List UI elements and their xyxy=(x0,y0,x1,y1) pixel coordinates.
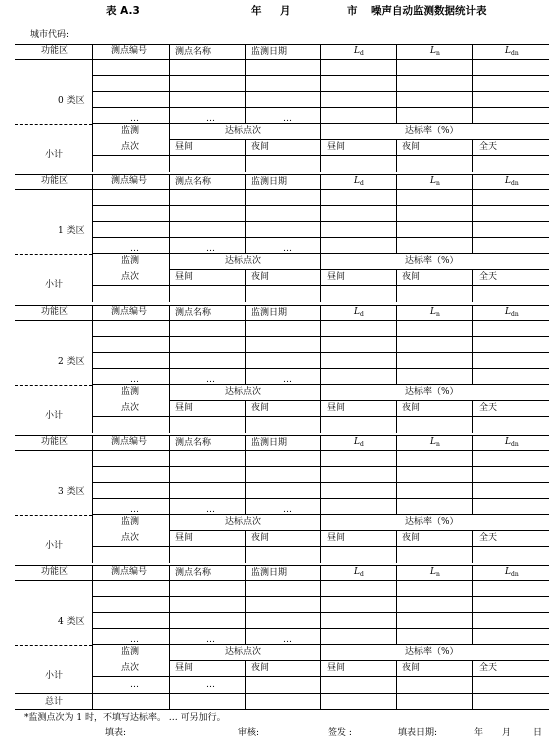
zone-label: 0 类区 xyxy=(58,96,85,106)
column-line xyxy=(169,645,170,693)
ellipsis: … xyxy=(283,505,292,515)
rule-line xyxy=(92,368,549,369)
header-ln xyxy=(430,438,440,448)
zone-label: 2 类区 xyxy=(58,357,85,367)
header-ldn-subscript: dn xyxy=(510,571,519,578)
column-line xyxy=(169,305,170,385)
column-line xyxy=(472,693,473,709)
subtotal-reach-count: 达标点次 xyxy=(225,647,262,657)
header-ln-subscript: n xyxy=(435,571,440,578)
header-ln xyxy=(430,568,440,578)
header-site-no: 测点编号 xyxy=(111,437,148,447)
column-line xyxy=(169,515,170,563)
ellipsis: … xyxy=(130,114,139,124)
header-ld xyxy=(354,568,364,578)
header-date: 监测日期 xyxy=(251,47,288,57)
subtotal-monitor: 监测 xyxy=(121,517,140,527)
column-line xyxy=(320,305,321,385)
subtotal-monitor: 监测 xyxy=(121,126,140,136)
ellipsis: … xyxy=(206,244,215,254)
footer-day: 日 xyxy=(533,728,543,738)
city-code-label: 城市代码: xyxy=(30,30,70,40)
column-line xyxy=(245,693,246,709)
rule-line xyxy=(92,75,549,76)
subtotal-reach-rate: 达标率（%） xyxy=(405,126,459,136)
rule-line xyxy=(92,107,549,108)
rule-line xyxy=(92,237,549,238)
column-line xyxy=(472,435,473,515)
header-date: 监测日期 xyxy=(251,308,288,318)
subtotal-rate-day: 昼间 xyxy=(327,403,346,413)
column-line xyxy=(92,305,93,385)
subtotal-day: 昼间 xyxy=(175,403,194,413)
subtotal-monitor: 监测 xyxy=(121,387,140,397)
subtotal-reach-rate: 达标率（%） xyxy=(405,256,459,266)
column-line xyxy=(472,44,473,124)
ellipsis: … xyxy=(130,244,139,254)
header-ln-base: L xyxy=(430,46,436,56)
rule-line xyxy=(15,645,92,646)
column-line xyxy=(320,645,321,693)
rule-line xyxy=(15,565,549,566)
rule-line xyxy=(92,498,549,499)
rule-line xyxy=(15,305,549,306)
header-date: 监测日期 xyxy=(251,568,288,578)
ellipsis: … xyxy=(283,635,292,645)
rule-line xyxy=(15,435,549,436)
header-ld-base: L xyxy=(354,307,360,317)
rule-line xyxy=(92,352,549,353)
header-ld xyxy=(354,177,364,187)
subtotal-day: 昼间 xyxy=(175,142,194,152)
rule-line xyxy=(15,693,549,694)
header-ldn-subscript: dn xyxy=(510,441,519,448)
header-ldn-base: L xyxy=(505,437,511,447)
header-ld-subscript: d xyxy=(359,311,364,318)
subtotal-rate-day: 昼间 xyxy=(327,142,346,152)
subtotal-rate-allday: 全天 xyxy=(479,142,498,152)
total-label: 总计 xyxy=(45,697,64,707)
header-ln-base: L xyxy=(430,307,436,317)
column-line xyxy=(169,124,170,172)
column-line xyxy=(472,305,473,385)
rule-line xyxy=(15,320,549,321)
column-line xyxy=(396,174,397,254)
header-ld xyxy=(354,47,364,57)
rule-line xyxy=(92,285,549,286)
rule-line xyxy=(15,515,92,516)
subtotal-night: 夜间 xyxy=(251,272,270,282)
rule-line xyxy=(169,530,549,531)
subtotal-label: 小计 xyxy=(45,671,64,681)
footer-year: 年 xyxy=(474,728,484,738)
column-line xyxy=(92,385,93,433)
rule-line xyxy=(15,44,549,45)
subtotal-points: 点次 xyxy=(121,272,140,282)
subtotal-rate-night: 夜间 xyxy=(402,403,421,413)
header-ld-subscript: d xyxy=(359,441,364,448)
header-ln xyxy=(430,47,440,57)
column-line xyxy=(320,515,321,563)
header-site-name: 测点名称 xyxy=(175,177,212,187)
rule-line xyxy=(15,254,92,255)
ellipsis: … xyxy=(130,635,139,645)
rule-line xyxy=(15,174,549,175)
subtotal-day: 昼间 xyxy=(175,272,194,282)
subtotal-reach-count: 达标点次 xyxy=(225,256,262,266)
rule-line xyxy=(169,660,549,661)
header-zone: 功能区 xyxy=(41,176,69,186)
rule-line xyxy=(92,466,549,467)
column-line xyxy=(92,174,93,254)
subtotal-monitor: 监测 xyxy=(121,647,140,657)
rule-line xyxy=(92,416,549,417)
header-ld xyxy=(354,308,364,318)
header-zone: 功能区 xyxy=(41,46,69,56)
subtotal-label: 小计 xyxy=(45,150,64,160)
header-ld-subscript: d xyxy=(359,180,364,187)
subtotal-rate-night: 夜间 xyxy=(402,533,421,543)
column-line xyxy=(320,693,321,709)
column-line xyxy=(92,44,93,124)
rule-line xyxy=(92,221,549,222)
header-ln-subscript: n xyxy=(435,180,440,187)
column-line xyxy=(320,174,321,254)
rule-line xyxy=(15,385,92,386)
header-ln xyxy=(430,308,440,318)
column-line xyxy=(169,254,170,302)
header-ld-base: L xyxy=(354,176,360,186)
header-zone: 功能区 xyxy=(41,437,69,447)
header-ldn-base: L xyxy=(505,176,511,186)
table-number: 表 A.3 xyxy=(106,5,140,17)
header-site-name: 测点名称 xyxy=(175,568,212,578)
subtotal-reach-rate: 达标率（%） xyxy=(405,517,459,527)
column-line xyxy=(92,435,93,515)
column-line xyxy=(245,44,246,124)
subtotal-label: 小计 xyxy=(45,541,64,551)
ellipsis: … xyxy=(130,375,139,385)
subtotal-rate-night: 夜间 xyxy=(402,272,421,282)
header-site-no: 测点编号 xyxy=(111,567,148,577)
rule-line xyxy=(169,400,549,401)
subtotal-night: 夜间 xyxy=(251,403,270,413)
column-line xyxy=(169,565,170,645)
subtotal-points: 点次 xyxy=(121,663,140,673)
subtotal-rate-day: 昼间 xyxy=(327,272,346,282)
rule-line xyxy=(92,482,549,483)
subtotal-label: 小计 xyxy=(45,411,64,421)
header-site-name: 测点名称 xyxy=(175,47,212,57)
ellipsis: … xyxy=(206,375,215,385)
rule-line xyxy=(15,450,549,451)
subtotal-rate-allday: 全天 xyxy=(479,272,498,282)
column-line xyxy=(169,435,170,515)
header-ln-subscript: n xyxy=(435,50,440,57)
subtotal-reach-count: 达标点次 xyxy=(225,517,262,527)
rule-line xyxy=(92,205,549,206)
header-date: 监测日期 xyxy=(251,438,288,448)
header-zone: 功能区 xyxy=(41,307,69,317)
header-ld xyxy=(354,438,364,448)
column-line xyxy=(245,305,246,385)
subtotal-points: 点次 xyxy=(121,533,140,543)
column-line xyxy=(320,385,321,433)
ellipsis: … xyxy=(130,505,139,515)
column-line xyxy=(92,693,93,709)
rule-line xyxy=(92,155,549,156)
rule-line xyxy=(15,709,549,710)
header-ldn xyxy=(505,308,519,318)
column-line xyxy=(92,515,93,563)
column-line xyxy=(320,565,321,645)
column-line xyxy=(396,305,397,385)
column-line xyxy=(169,174,170,254)
subtotal-night: 夜间 xyxy=(251,533,270,543)
header-ld-subscript: d xyxy=(359,50,364,57)
column-line xyxy=(245,565,246,645)
subtotal-points: 点次 xyxy=(121,403,140,413)
rule-line xyxy=(92,612,549,613)
rule-line xyxy=(92,596,549,597)
header-ldn-subscript: dn xyxy=(510,50,519,57)
subtotal-rate-night: 夜间 xyxy=(402,663,421,673)
header-ldn xyxy=(505,568,519,578)
column-line xyxy=(92,254,93,302)
footer-reviewer: 审核: xyxy=(238,728,260,738)
subtotal-monitor: 监测 xyxy=(121,256,140,266)
header-ld-base: L xyxy=(354,437,360,447)
header-ldn-base: L xyxy=(505,567,511,577)
header-site-no: 测点编号 xyxy=(111,46,148,56)
rule-line xyxy=(15,124,92,125)
rule-line xyxy=(15,189,549,190)
column-line xyxy=(92,565,93,645)
ellipsis: … xyxy=(283,114,292,124)
header-site-no: 测点编号 xyxy=(111,176,148,186)
subtotal-reach-rate: 达标率（%） xyxy=(405,647,459,657)
title-year: 年 xyxy=(251,5,262,17)
subtotal-day: 昼间 xyxy=(175,533,194,543)
column-line xyxy=(472,174,473,254)
subtotal-label: 小计 xyxy=(45,280,64,290)
column-line xyxy=(320,124,321,172)
ellipsis: … xyxy=(283,375,292,385)
column-line xyxy=(396,565,397,645)
header-ln-base: L xyxy=(430,567,436,577)
title-month: 月 xyxy=(280,5,291,17)
header-ln xyxy=(430,177,440,187)
column-line xyxy=(245,174,246,254)
rule-line xyxy=(92,91,549,92)
subtotal-reach-count: 达标点次 xyxy=(225,387,262,397)
ellipsis: … xyxy=(206,114,215,124)
header-ln-subscript: n xyxy=(435,441,440,448)
header-ldn xyxy=(505,438,519,448)
subtotal-points: 点次 xyxy=(121,142,140,152)
footer-month: 月 xyxy=(502,728,512,738)
rule-line xyxy=(15,580,549,581)
rule-line xyxy=(92,628,549,629)
footnote: *监测点次为 1 时，不填写达标率。 … 可另加行。 xyxy=(24,713,226,723)
subtotal-rate-day: 昼间 xyxy=(327,663,346,673)
subtotal-rate-allday: 全天 xyxy=(479,533,498,543)
header-ldn xyxy=(505,177,519,187)
header-ld-base: L xyxy=(354,46,360,56)
rule-line xyxy=(92,336,549,337)
header-ldn xyxy=(505,47,519,57)
header-ld-base: L xyxy=(354,567,360,577)
column-line xyxy=(396,435,397,515)
subtotal-rate-day: 昼间 xyxy=(327,533,346,543)
footer-date-label: 填表日期: xyxy=(398,728,438,738)
header-zone: 功能区 xyxy=(41,567,69,577)
header-ldn-base: L xyxy=(505,46,511,56)
column-line xyxy=(320,254,321,302)
column-line xyxy=(169,44,170,124)
subtotal-rate-allday: 全天 xyxy=(479,663,498,673)
column-line xyxy=(92,645,93,693)
ellipsis: … xyxy=(130,680,139,690)
zone-label: 4 类区 xyxy=(58,617,85,627)
header-ln-base: L xyxy=(430,176,436,186)
rule-line xyxy=(169,139,549,140)
column-line xyxy=(472,565,473,645)
zone-label: 1 类区 xyxy=(58,226,85,236)
header-ldn-subscript: dn xyxy=(510,180,519,187)
column-line xyxy=(169,385,170,433)
column-line xyxy=(320,435,321,515)
header-date: 监测日期 xyxy=(251,177,288,187)
footer-filler: 填表: xyxy=(105,728,127,738)
ellipsis: … xyxy=(206,505,215,515)
column-line xyxy=(396,44,397,124)
subtotal-rate-night: 夜间 xyxy=(402,142,421,152)
table-title: 噪声自动监测数据统计表 xyxy=(371,5,487,17)
subtotal-day: 昼间 xyxy=(175,663,194,673)
title-city: 市 xyxy=(347,5,358,17)
header-ln-subscript: n xyxy=(435,311,440,318)
footer-signer: 签发 : xyxy=(328,728,352,738)
subtotal-rate-allday: 全天 xyxy=(479,403,498,413)
header-ln-base: L xyxy=(430,437,436,447)
column-line xyxy=(320,44,321,124)
ellipsis: … xyxy=(283,244,292,254)
column-line xyxy=(92,124,93,172)
zone-label: 3 类区 xyxy=(58,487,85,497)
header-site-name: 测点名称 xyxy=(175,438,212,448)
column-line xyxy=(169,693,170,709)
header-ldn-subscript: dn xyxy=(510,311,519,318)
rule-line xyxy=(15,59,549,60)
subtotal-reach-count: 达标点次 xyxy=(225,126,262,136)
header-site-name: 测点名称 xyxy=(175,308,212,318)
rule-line xyxy=(92,676,549,677)
subtotal-night: 夜间 xyxy=(251,663,270,673)
column-line xyxy=(245,435,246,515)
header-ld-subscript: d xyxy=(359,571,364,578)
column-line xyxy=(396,693,397,709)
rule-line xyxy=(92,546,549,547)
subtotal-night: 夜间 xyxy=(251,142,270,152)
header-site-no: 测点编号 xyxy=(111,307,148,317)
ellipsis: … xyxy=(206,680,215,690)
subtotal-reach-rate: 达标率（%） xyxy=(405,387,459,397)
header-ldn-base: L xyxy=(505,307,511,317)
rule-line xyxy=(169,269,549,270)
ellipsis: … xyxy=(206,635,215,645)
